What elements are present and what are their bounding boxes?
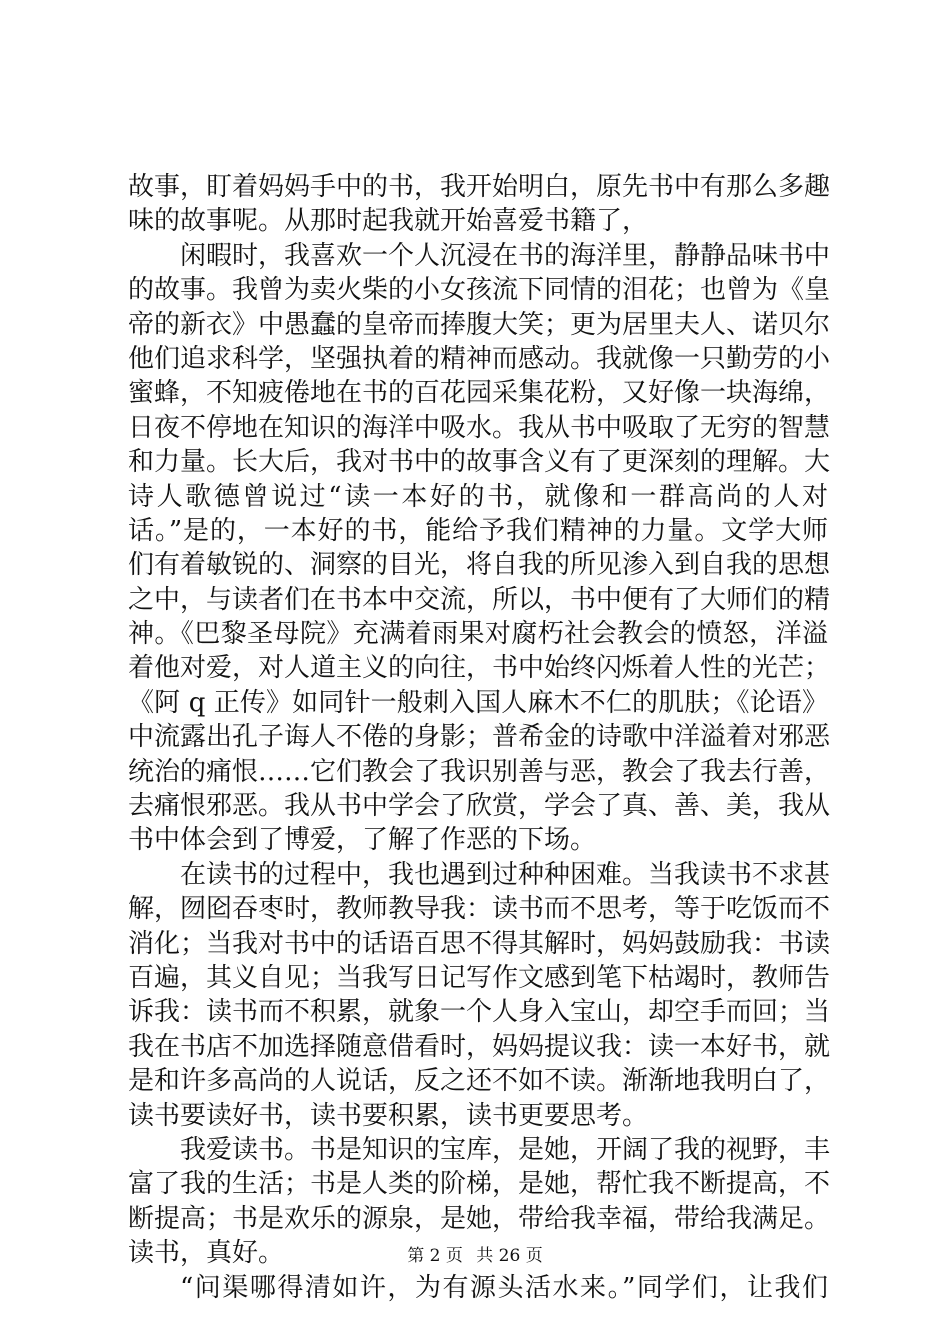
text-line: 我在书店不加选择随意借看时，妈妈提议我：读一本好书，就 bbox=[128, 1031, 831, 1062]
text-line: 富了我的生活；书是人类的阶梯，是她，帮忙我不断提高，不 bbox=[128, 1169, 831, 1200]
body-text bbox=[128, 170, 831, 1305]
text-line: 着他对爱，对人道主义的向往，书中始终闪烁着人性的光芒； bbox=[128, 653, 831, 684]
text-line: 故事，盯着妈妈手中的书，我开始明白，原先书中有那么多趣 bbox=[128, 172, 831, 202]
text-line: 百遍，其义自见；当我写日记写作文感到笔下枯竭时，教师告 bbox=[128, 962, 831, 993]
text-line: 消化；当我对书中的话语百思不得其解时，妈妈鼓励我：书读 bbox=[128, 928, 831, 959]
text-line: 和力量。长大后，我对书中的故事含义有了更深刻的理解。大 bbox=[128, 447, 831, 478]
text-line: 味的故事呢。从那时起我就开始喜爱书籍了， bbox=[128, 206, 649, 237]
page-footer bbox=[0, 1245, 950, 1267]
total-pages: 共 26 页 bbox=[476, 1246, 543, 1266]
text-line: “问渠哪得清如许，为有源头活水来。”同学们，让我们 bbox=[180, 1272, 828, 1303]
text-line: 在读书的过程中，我也遇到过种种困难。当我读书不求甚 bbox=[180, 859, 831, 890]
text-line: 统治的痛恨……它们教会了我识别善与恶，教会了我去行善， bbox=[128, 756, 831, 787]
text-line: 中流露出孔子诲人不倦的身影；普希金的诗歌中洋溢着对邪恶 bbox=[128, 722, 831, 753]
text-line: 蜜蜂，不知疲倦地在书的百花园采集花粉，又好像一块海绵， bbox=[128, 378, 831, 409]
text-line: 书中体会到了博爱，了解了作恶的下场。 bbox=[128, 825, 597, 856]
text-line: 话。”是的，一本好的书，能给予我们精神的力量。文学大师 bbox=[128, 515, 828, 546]
text-line: 诗人歌德曾说过“读一本好的书，就像和一群高尚的人对 bbox=[128, 481, 828, 512]
text-line: 闲暇时，我喜欢一个人沉浸在书的海洋里，静静品味书中 bbox=[180, 240, 831, 271]
text-line: 《阿 q 正传》如同针一般刺入国人麻木不仁的肌肤；《论语》 bbox=[128, 687, 828, 718]
text-line: 我爱读书。书是知识的宝库，是她，开阔了我的视野，丰 bbox=[180, 1134, 831, 1165]
text-line: 诉我：读书而不积累，就象一个人身入宝山，却空手而回；当 bbox=[128, 997, 831, 1028]
page-number: 第 2 页 bbox=[407, 1246, 463, 1266]
text-line: 是和许多高尚的人说话，反之还不如不读。渐渐地我明白了， bbox=[128, 1066, 831, 1097]
text-line: 的故事。我曾为卖火柴的小女孩流下同情的泪花；也曾为《皇 bbox=[128, 275, 831, 306]
text-line: 帝的新衣》中愚蠢的皇帝而捧腹大笑；更为居里夫人、诺贝尔 bbox=[128, 309, 831, 340]
text-line: 读书要读好书，读书要积累，读书更要思考。 bbox=[128, 1100, 649, 1131]
text-line: 日夜不停地在知识的海洋中吸水。我从书中吸取了无穷的智慧 bbox=[128, 412, 831, 443]
text-line: 去痛恨邪恶。我从书中学会了欣赏，学会了真、善、美，我从 bbox=[128, 791, 831, 822]
text-line: 解，囫囵吞枣时，教师教导我：读书而不思考，等于吃饭而不 bbox=[128, 894, 831, 925]
text-line: 们有着敏锐的、洞察的目光，将自我的所见渗入到自我的思想 bbox=[128, 550, 831, 581]
text-line: 断提高；书是欢乐的源泉，是她，带给我幸福，带给我满足。 bbox=[128, 1203, 831, 1234]
text-line: 他们追求科学，坚强执着的精神而感动。我就像一只勤劳的小 bbox=[128, 343, 831, 374]
text-line: 读书，真好。 bbox=[128, 1238, 285, 1269]
text-line: 之中，与读者们在书本中交流，所以，书中便有了大师们的精 bbox=[128, 584, 831, 615]
text-line: 神。《巴黎圣母院》充满着雨果对腐朽社会教会的愤怒，洋溢 bbox=[128, 619, 828, 650]
